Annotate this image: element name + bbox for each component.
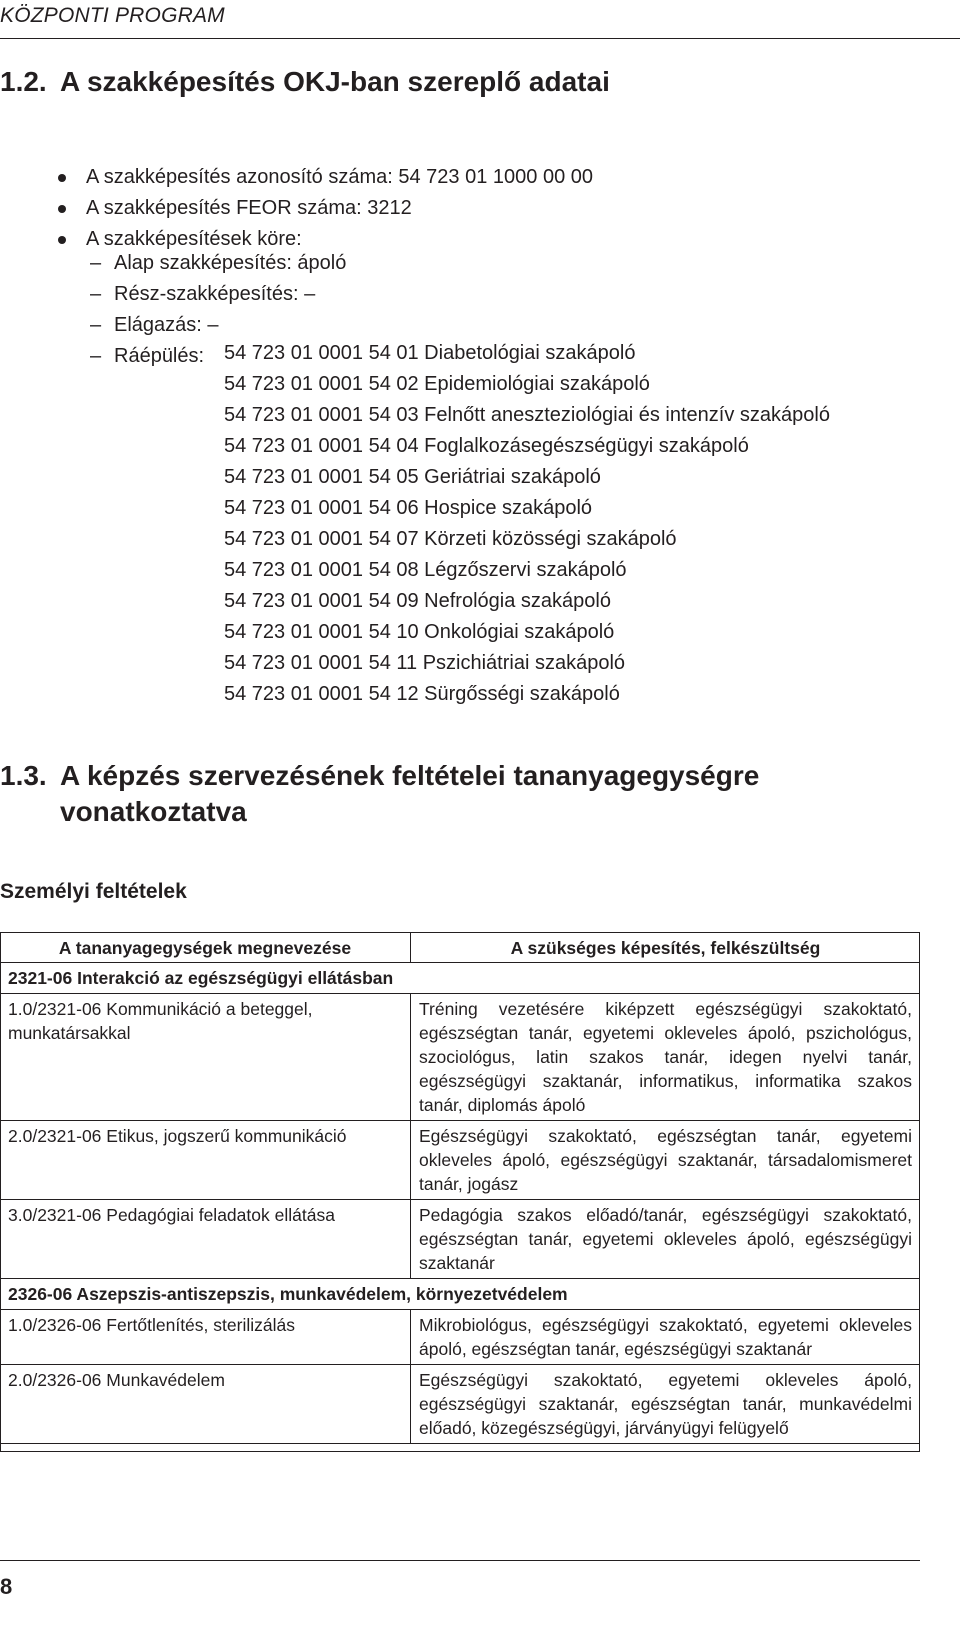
column-header: A tananyagegységek megnevezése xyxy=(0,932,411,963)
dash-icon: – xyxy=(90,314,102,336)
list-item: 54 723 01 0001 54 10 Onkológiai szakápoló xyxy=(224,621,615,643)
raepules-list xyxy=(224,338,830,710)
unit-cell: 3.0/2321-06 Pedagógiai feladatok ellátása xyxy=(0,1200,411,1279)
list-item: 54 723 01 0001 54 03 Felnőtt aneszteziológiai és intenzív szakápoló xyxy=(224,404,830,426)
unit-cell: 2.0/2326-06 Munkavédelem xyxy=(0,1365,411,1444)
requirement-cell: Mikrobiológus, egészségügyi szakoktató, egyetemi okleveles ápoló, egészségtan tanár, egészségügyi szaktanár xyxy=(411,1310,921,1365)
unit-cell: 2.0/2321-06 Etikus, jogszerű kommunikáció xyxy=(0,1121,411,1200)
dash-icon: – xyxy=(90,345,102,367)
list-item: A szakképesítések köre: xyxy=(86,228,302,250)
list-item: 54 723 01 0001 54 08 Légzőszervi szakápoló xyxy=(224,559,627,581)
section-number: 1.3. xyxy=(0,760,47,791)
column-header: A szükséges képesítés, felkészültség xyxy=(411,932,921,963)
list-item: 54 723 01 0001 54 11 Pszichiátriai szakápoló xyxy=(224,652,626,674)
group-title: 2321-06 Interakció az egészségügyi ellátásban xyxy=(0,963,920,994)
table-header-row xyxy=(0,932,920,963)
table-row xyxy=(0,1310,920,1365)
unit-cell: 1.0/2321-06 Kommunikáció a beteggel, munkatársakkal xyxy=(0,994,411,1121)
group-title: 2326-06 Aszepszis-antiszepszis, munkavédelem, környezetvédelem xyxy=(0,1279,920,1310)
section-number: 1.2. xyxy=(0,66,47,97)
header-title: KÖZPONTI PROGRAM xyxy=(0,4,225,27)
page-header xyxy=(0,0,960,39)
section-1-2-heading xyxy=(0,64,610,100)
table-row xyxy=(0,1200,920,1279)
list-item: 54 723 01 0001 54 06 Hospice szakápoló xyxy=(224,497,593,519)
dash-icon: – xyxy=(90,283,102,305)
table-row xyxy=(0,1121,920,1200)
list-item: 54 723 01 0001 54 05 Geriátriai szakápoló xyxy=(224,466,601,488)
bullet-list xyxy=(62,162,593,255)
group-row xyxy=(0,1279,920,1310)
table-row xyxy=(0,994,920,1121)
footer-divider xyxy=(0,1560,920,1561)
section-1-3-heading xyxy=(0,758,759,830)
requirement-cell: Egészségügyi szakoktató, egészségtan tanár, egyetemi okleveles ápoló, egészségügyi szaktanár, társadalomismeret tanár, jogász xyxy=(411,1121,921,1200)
list-item: A szakképesítés FEOR száma: 3212 xyxy=(86,197,412,219)
list-item: 54 723 01 0001 54 12 Sürgősségi szakápoló xyxy=(224,683,620,705)
page-number: 8 xyxy=(0,1574,13,1599)
section-title-line1: A képzés szervezésének feltételei tananyagegységre xyxy=(60,760,760,791)
list-item: 54 723 01 0001 54 01 Diabetológiai szakápoló xyxy=(224,342,636,364)
personal-requirements-heading: Személyi feltételek xyxy=(0,880,187,903)
requirement-cell: Egészségügyi szakoktató, egyetemi okleveles ápoló, egészségügyi szaktanár, egészségtan tanár, munkavédelmi előadó, közegészségügyi, járványügyi felügyelő xyxy=(411,1365,921,1444)
list-item: – Elágazás: – xyxy=(90,310,346,341)
list-item: 54 723 01 0001 54 02 Epidemiológiai szakápoló xyxy=(224,373,650,395)
table-row xyxy=(0,1365,920,1444)
list-item: – Ráépülés: xyxy=(90,341,346,372)
dash-icon: – xyxy=(90,252,102,274)
group-row xyxy=(0,963,920,994)
list-item: – Alap szakképesítés: ápoló xyxy=(90,248,346,279)
section-title-line2: vonatkoztatva xyxy=(60,796,247,827)
requirement-cell: Tréning vezetésére kiképzett egészségügyi szakoktató, egészségtan tanár, egyetemi okleveles ápoló, pszichológus, szociológus, latin szakos tanár, idegen nyelvi tanár, egészségügyi szaktanár, informatikus, informatika szakos tanár, diplomás ápoló xyxy=(411,994,921,1121)
requirement-cell: Pedagógia szakos előadó/tanár, egészségügyi szakoktató, egészségtan tanár, egyetemi okleveles ápoló, egészségügyi szaktanár xyxy=(411,1200,921,1279)
unit-cell: 1.0/2326-06 Fertőtlenítés, sterilizálás xyxy=(0,1310,411,1365)
list-item: A szakképesítés azonosító száma: 54 723 01 1000 00 00 xyxy=(86,166,594,188)
list-item: 54 723 01 0001 54 04 Foglalkozásegészségügyi szakápoló xyxy=(224,435,749,457)
list-item: 54 723 01 0001 54 07 Körzeti közösségi szakápoló xyxy=(224,528,677,550)
list-item: 54 723 01 0001 54 09 Nefrológia szakápoló xyxy=(224,590,611,612)
list-item: – Rész-szakképesítés: – xyxy=(90,279,346,310)
requirements-table xyxy=(0,932,920,1444)
section-title: A szakképesítés OKJ-ban szereplő adatai xyxy=(60,66,610,97)
